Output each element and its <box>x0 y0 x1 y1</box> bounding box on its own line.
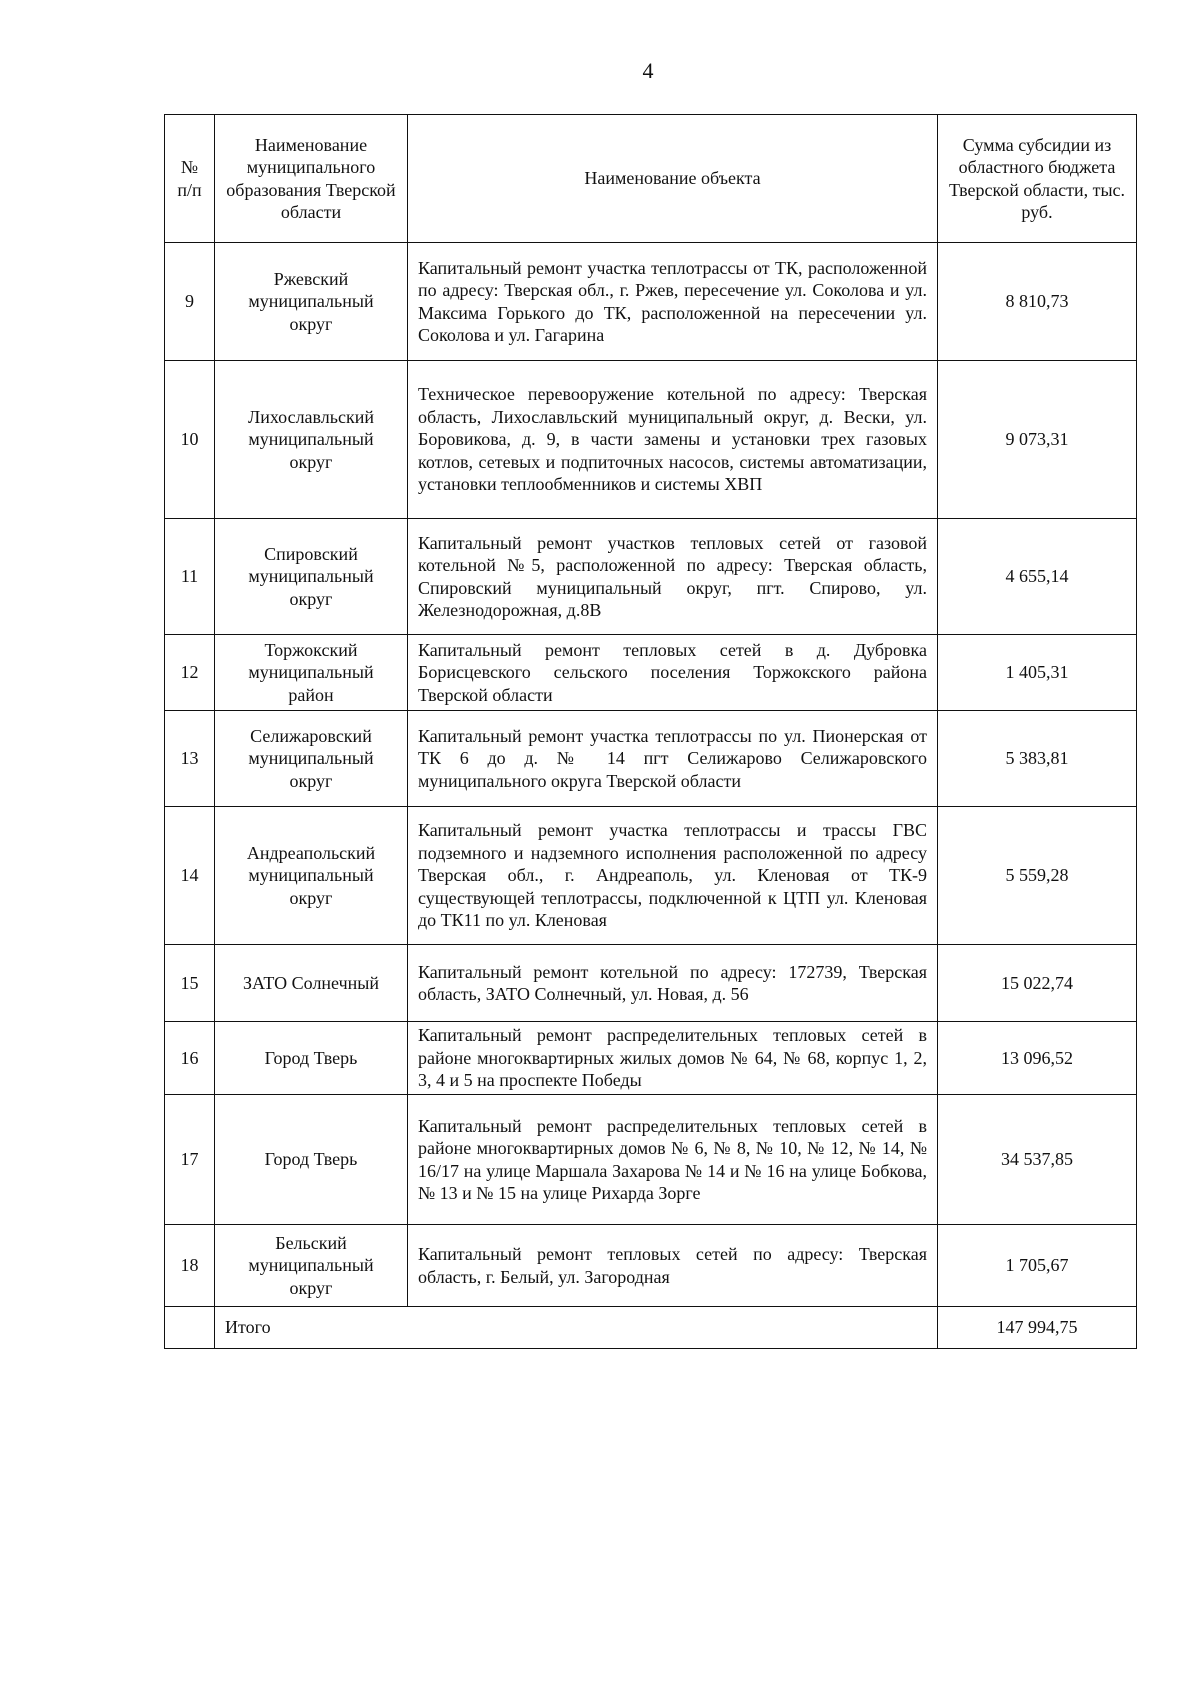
header-object: Наименование объекта <box>408 115 938 243</box>
total-sum: 147 994,75 <box>938 1307 1137 1349</box>
header-municipality: Наименование муниципального образования Тверской области <box>215 115 408 243</box>
row-num: 13 <box>165 711 215 807</box>
row-object: Капитальный ремонт участка теплотрассы по ул. Пионерская от ТК 6 до д. № 14 пгт Селижарово Селижаровского муниципального округа Тверской области <box>408 711 938 807</box>
row-municipality: Лихославльский муниципальный округ <box>215 361 408 519</box>
row-sum: 1 405,31 <box>938 635 1137 711</box>
row-num: 15 <box>165 945 215 1022</box>
row-municipality: Бельский муниципальный округ <box>215 1225 408 1307</box>
row-object: Капитальный ремонт тепловых сетей в д. Дубровка Борисцевского сельского поселения Торжокского района Тверской области <box>408 635 938 711</box>
row-sum: 15 022,74 <box>938 945 1137 1022</box>
table-row <box>165 1095 1137 1225</box>
row-object: Капитальный ремонт котельной по адресу: 172739, Тверская область, ЗАТО Солнечный, ул. Новая, д. 56 <box>408 945 938 1022</box>
row-object: Капитальный ремонт участка теплотрассы от ТК, расположенной по адресу: Тверская обл., г. Ржев, пересечение ул. Соколова и ул. Максима Горького до ТК, расположенной на пересечении ул. Соколова и ул. Гагарина <box>408 243 938 361</box>
row-num: 12 <box>165 635 215 711</box>
row-municipality: Спировский муниципальный округ <box>215 519 408 635</box>
row-num: 11 <box>165 519 215 635</box>
total-num-cell <box>165 1307 215 1349</box>
table-header-row <box>165 115 1137 243</box>
row-object: Техническое перевооружение котельной по адресу: Тверская область, Лихославльский муниципальный округ, д. Вески, ул. Боровикова, д. 9, в части замены и установки трех газовых котлов, сетевых и подпиточных насосов, системы автоматизации, установки теплообменников и системы ХВП <box>408 361 938 519</box>
table-row <box>165 711 1137 807</box>
row-sum: 4 655,14 <box>938 519 1137 635</box>
row-sum: 34 537,85 <box>938 1095 1137 1225</box>
header-sum: Сумма субсидии из областного бюджета Тверской области, тыс. руб. <box>938 115 1137 243</box>
row-num: 16 <box>165 1022 215 1095</box>
row-sum: 8 810,73 <box>938 243 1137 361</box>
row-num: 10 <box>165 361 215 519</box>
row-municipality: Город Тверь <box>215 1095 408 1225</box>
table-row <box>165 635 1137 711</box>
page-number: 4 <box>642 58 654 83</box>
table-row <box>165 243 1137 361</box>
row-object: Капитальный ремонт тепловых сетей по адресу: Тверская область, г. Белый, ул. Загородная <box>408 1225 938 1307</box>
row-municipality: Ржевский муниципальный округ <box>215 243 408 361</box>
row-sum: 5 559,28 <box>938 807 1137 945</box>
row-object: Капитальный ремонт распределительных тепловых сетей в районе многоквартирных жилых домов № 64, № 68, корпус 1, 2, 3, 4 и 5 на проспекте Победы <box>408 1022 938 1095</box>
row-municipality: Андреапольский муниципальный округ <box>215 807 408 945</box>
table-row <box>165 361 1137 519</box>
subsidy-table <box>164 114 1137 1349</box>
table-row <box>165 945 1137 1022</box>
row-municipality: Город Тверь <box>215 1022 408 1095</box>
total-label: Итого <box>215 1307 938 1349</box>
row-sum: 9 073,31 <box>938 361 1137 519</box>
table-row <box>165 807 1137 945</box>
header-num: № п/п <box>165 115 215 243</box>
row-num: 17 <box>165 1095 215 1225</box>
row-sum: 1 705,67 <box>938 1225 1137 1307</box>
row-num: 9 <box>165 243 215 361</box>
row-sum: 5 383,81 <box>938 711 1137 807</box>
row-num: 14 <box>165 807 215 945</box>
table-row <box>165 519 1137 635</box>
total-row <box>165 1307 1137 1349</box>
row-municipality: Торжокский муниципальный район <box>215 635 408 711</box>
row-object: Капитальный ремонт распределительных тепловых сетей в районе многоквартирных домов № 6, № 8, № 10, № 12, № 14, № 16/17 на улице Маршала Захарова № 14 и № 16 на улице Бобкова, № 13 и № 15 на улице Рихарда Зорге <box>408 1095 938 1225</box>
row-object: Капитальный ремонт участка теплотрассы и трассы ГВС подземного и надземного исполнения расположенной по адресу Тверская обл., г. Андреаполь, ул. Кленовая от ТК-9 существующей теплотрассы, подключенной к ЦТП ул. Кленовая до ТК11 по ул. Кленовая <box>408 807 938 945</box>
row-municipality: Селижаровский муниципальный округ <box>215 711 408 807</box>
table-row <box>165 1225 1137 1307</box>
row-sum: 13 096,52 <box>938 1022 1137 1095</box>
row-object: Капитальный ремонт участков тепловых сетей от газовой котельной №5, расположенной по адресу: Тверская область, Спировский муниципальный округ, пгт. Спирово, ул. Железнодорожная, д.8В <box>408 519 938 635</box>
row-num: 18 <box>165 1225 215 1307</box>
row-municipality: ЗАТО Солнечный <box>215 945 408 1022</box>
table-row <box>165 1022 1137 1095</box>
